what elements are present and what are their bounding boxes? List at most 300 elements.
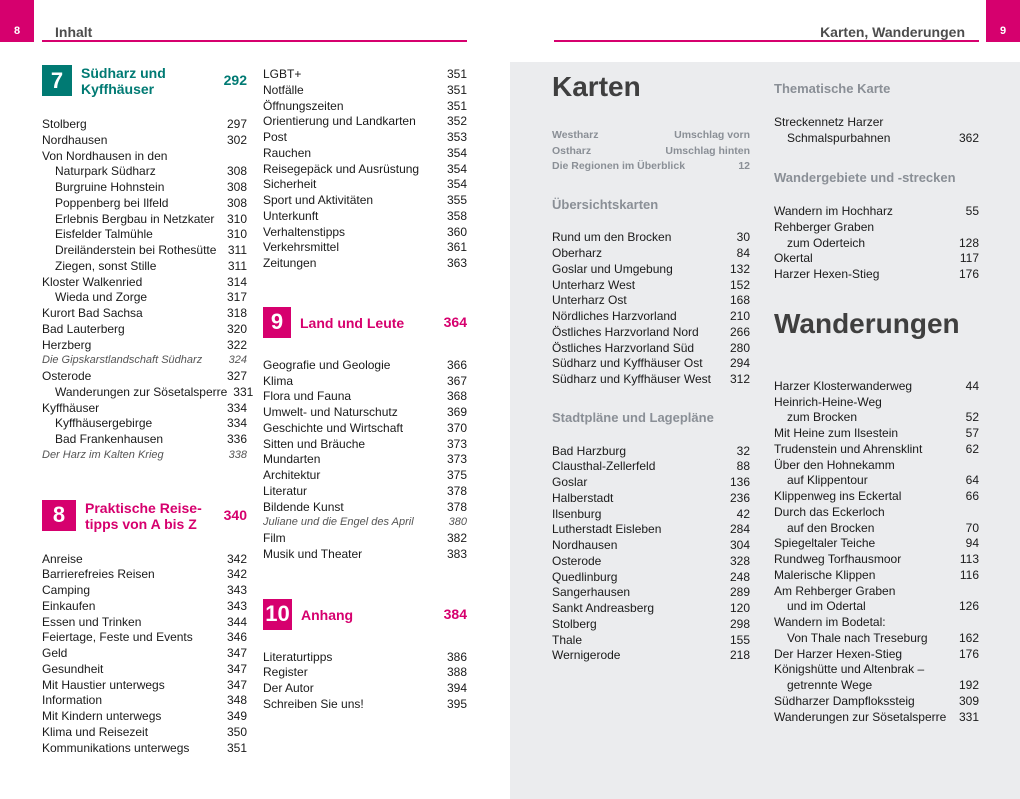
toc-entry[interactable] — [552, 507, 750, 523]
toc-entry[interactable] — [263, 177, 467, 193]
toc-entry-page: 347 — [226, 677, 247, 692]
toc-entry[interactable] — [42, 615, 247, 631]
toc-entry-page: 66 — [965, 489, 979, 503]
toc-entry[interactable] — [263, 500, 467, 516]
toc-entry-title: Mit Haustier unterwegs — [42, 677, 165, 692]
toc-entry-title: Literatur — [263, 483, 308, 498]
toc-entry[interactable] — [774, 458, 979, 474]
toc-entry-page: 336 — [226, 432, 247, 446]
toc-entry-page: 309 — [958, 693, 979, 708]
toc-entry[interactable] — [774, 442, 979, 458]
toc-entry-page: 248 — [729, 569, 750, 584]
toc-column-1 — [42, 65, 254, 756]
toc-entry-title: Eisfelder Talmühle — [55, 227, 153, 242]
toc-entry[interactable] — [774, 584, 979, 600]
header-rule-right — [554, 40, 979, 42]
toc-entry[interactable] — [263, 162, 467, 178]
toc-entry[interactable] — [42, 322, 247, 338]
toc-entry[interactable] — [263, 256, 467, 272]
chapter-9-list — [263, 358, 467, 563]
toc-entry-page: 373 — [446, 436, 467, 451]
toc-entry-title: Über den Hohnekamm — [774, 457, 895, 472]
toc-entry-title: getrennte Wege — [787, 678, 873, 692]
toc-entry[interactable] — [774, 236, 979, 252]
toc-entry-title: Ostharz — [552, 144, 592, 157]
wanderungen-list — [774, 379, 979, 726]
toc-entry-page: 297 — [226, 117, 247, 131]
toc-entry-page: 55 — [965, 204, 979, 218]
toc-entry[interactable] — [42, 259, 247, 275]
toc-entry[interactable] — [42, 646, 247, 662]
toc-entry-page: 331 — [233, 384, 254, 399]
toc-entry[interactable] — [774, 678, 979, 694]
toc-entry-page: Umschlag vorn — [674, 129, 750, 141]
toc-entry[interactable] — [263, 114, 467, 130]
toc-entry[interactable] — [42, 567, 247, 583]
toc-entry-page: 116 — [959, 567, 979, 582]
toc-entry-page: 314 — [226, 274, 247, 289]
toc-entry-page: 155 — [729, 632, 750, 647]
toc-entry[interactable] — [552, 633, 750, 649]
toc-entry[interactable] — [263, 452, 467, 468]
toc-entry-page: 334 — [226, 400, 247, 415]
toc-entry-title: Kyffhäusergebirge — [55, 416, 153, 431]
toc-entry[interactable] — [42, 227, 247, 243]
toc-entry[interactable] — [42, 725, 247, 741]
toc-entry-page: 70 — [965, 520, 979, 535]
toc-entry-title: Klima und Reisezeit — [42, 724, 149, 739]
toc-entry-title: Kurort Bad Sachsa — [42, 306, 143, 320]
toc-entry[interactable] — [774, 505, 979, 521]
toc-entry-page: 378 — [446, 483, 467, 498]
toc-entry[interactable] — [552, 262, 750, 278]
toc-entry-title: Sangerhausen — [552, 585, 631, 600]
toc-entry[interactable] — [263, 209, 467, 225]
toc-entry[interactable] — [263, 650, 467, 666]
toc-entry-page: 344 — [226, 614, 247, 629]
toc-entry-page: 347 — [226, 661, 247, 676]
toc-entry-page: 284 — [729, 522, 750, 537]
toc-entry-title: Nordhausen — [42, 132, 108, 147]
toc-entry-page: 12 — [738, 160, 750, 172]
toc-entry[interactable] — [42, 164, 247, 180]
toc-entry-title: zum Oderteich — [787, 235, 866, 250]
toc-entry-page — [953, 395, 979, 411]
toc-entry[interactable] — [42, 741, 247, 757]
toc-entry[interactable] — [42, 552, 247, 568]
toc-entry[interactable] — [552, 309, 750, 325]
chapter-10-list — [263, 650, 467, 713]
header-rule-left — [42, 40, 467, 42]
toc-entry-title: Quedlinburg — [552, 569, 618, 584]
toc-entry-page: 350 — [226, 724, 247, 739]
toc-entry-title: Von Nordhausen in den — [42, 148, 168, 163]
toc-entry[interactable] — [552, 128, 750, 144]
toc-entry[interactable] — [552, 585, 750, 601]
toc-entry-page: Umschlag hinten — [665, 144, 750, 157]
toc-entry-page: 302 — [226, 132, 247, 147]
toc-entry-page: 354 — [446, 161, 467, 176]
chapter-7-title[interactable]: Südharz und Kyffhäuser — [81, 65, 166, 97]
toc-entry-title: Geld — [42, 646, 68, 660]
toc-entry-title: Der Autor — [263, 681, 314, 695]
uebersicht-title: Übersichtskarten — [552, 196, 659, 212]
toc-entry[interactable] — [42, 583, 247, 599]
toc-entry-page: 324 — [228, 354, 247, 367]
toc-entry-page: 328 — [729, 553, 750, 568]
toc-entry[interactable] — [42, 599, 247, 615]
toc-entry[interactable] — [42, 180, 247, 196]
toc-entry-title: Rund um den Brocken — [552, 230, 672, 245]
toc-entry-page: 369 — [446, 405, 467, 419]
toc-entry[interactable] — [42, 243, 247, 259]
toc-entry[interactable] — [774, 599, 979, 615]
toc-entry[interactable] — [552, 159, 750, 175]
toc-entry-page: 312 — [729, 372, 750, 386]
chapter-9-number: 9 — [263, 307, 291, 338]
toc-entry[interactable] — [552, 444, 750, 460]
toc-entry[interactable] — [774, 267, 979, 283]
toc-entry-title: Harzer Hexen-Stieg — [774, 267, 880, 281]
chapter-8-heading — [42, 500, 247, 532]
toc-entry-title: Von Thale nach Treseburg — [787, 630, 928, 645]
toc-entry[interactable] — [263, 547, 467, 563]
toc-entry[interactable] — [552, 230, 750, 246]
toc-entry[interactable] — [263, 67, 467, 83]
toc-entry-page: 126 — [958, 599, 979, 614]
toc-entry-title: Clausthal-Zellerfeld — [552, 459, 656, 474]
toc-entry[interactable] — [263, 697, 467, 713]
toc-entry-title: Der Harz im Kalten Krieg — [42, 448, 164, 461]
toc-entry-page: 64 — [965, 473, 979, 488]
toc-entry-title: Am Rehberger Graben — [774, 583, 896, 598]
toc-entry-title: Umwelt- und Naturschutz — [263, 405, 398, 419]
toc-entry-page: 386 — [446, 649, 467, 664]
toc-entry-page: 289 — [729, 585, 750, 600]
toc-entry[interactable] — [552, 617, 750, 633]
toc-entry-page: 136 — [729, 475, 750, 489]
right-page — [510, 0, 1020, 799]
toc-entry-page: 57 — [965, 426, 979, 440]
toc-entry-title: Sicherheit — [263, 177, 317, 192]
toc-entry[interactable] — [774, 489, 979, 505]
toc-entry[interactable] — [263, 130, 467, 146]
toc-column-4 — [774, 81, 979, 725]
toc-entry[interactable] — [774, 521, 979, 537]
running-header-left: Inhalt — [55, 24, 93, 40]
toc-column-2 — [263, 67, 467, 713]
toc-entry[interactable] — [42, 401, 247, 417]
toc-entry-title: Naturpark Südharz — [55, 164, 156, 179]
toc-entry-title: Post — [263, 130, 288, 144]
toc-entry[interactable] — [42, 149, 247, 165]
stadtplaene-title: Stadtpläne und Lagepläne — [552, 409, 714, 425]
toc-entry-page: 311 — [227, 243, 247, 257]
toc-entry-title: LGBT+ — [263, 67, 302, 81]
toc-entry[interactable] — [774, 379, 979, 395]
toc-entry[interactable] — [263, 515, 467, 531]
toc-entry[interactable] — [42, 630, 247, 646]
toc-entry-title: Spiegeltaler Teiche — [774, 536, 876, 551]
toc-entry-page: 32 — [736, 443, 750, 458]
chapter-8-title[interactable]: Praktische Reise- tipps von A bis Z — [85, 499, 202, 532]
toc-entry[interactable] — [774, 694, 979, 710]
toc-entry[interactable] — [552, 246, 750, 262]
toc-entry-page: 342 — [226, 551, 247, 566]
toc-entry-title: Geschichte und Wirtschaft — [263, 420, 404, 435]
toc-entry-page: 358 — [446, 208, 467, 223]
toc-entry[interactable] — [552, 538, 750, 554]
chapter-10-title[interactable]: Anhang — [301, 606, 354, 623]
toc-entry-page: 318 — [226, 306, 247, 320]
toc-entry-page: 351 — [446, 82, 467, 97]
toc-entry-title: Malerische Klippen — [774, 567, 876, 582]
toc-entry[interactable] — [42, 290, 247, 306]
toc-entry-page: 331 — [958, 709, 979, 724]
toc-entry-page: 308 — [226, 164, 247, 179]
toc-entry[interactable] — [552, 522, 750, 538]
toc-entry-title: Poppenberg bei Ilfeld — [55, 195, 169, 210]
toc-entry-page: 354 — [446, 177, 467, 192]
thematisch-list — [774, 115, 979, 147]
toc-entry-title: Königshütte und Altenbrak – — [774, 662, 925, 677]
toc-entry-page: 176 — [958, 646, 979, 661]
toc-entry[interactable] — [42, 117, 247, 133]
toc-entry-page: 162 — [958, 630, 979, 645]
toc-entry-page: 342 — [226, 567, 247, 582]
toc-entry-title: Lutherstadt Eisleben — [552, 522, 662, 537]
toc-entry[interactable] — [42, 693, 247, 709]
toc-entry[interactable] — [42, 338, 247, 354]
toc-entry-title: Sankt Andreasberg — [552, 601, 655, 615]
chapter-7-list — [42, 117, 254, 464]
toc-entry-page: 266 — [729, 324, 750, 339]
toc-entry[interactable] — [42, 369, 247, 385]
toc-entry[interactable] — [774, 204, 979, 220]
toc-entry[interactable] — [552, 648, 750, 664]
toc-entry-title: Stolberg — [42, 117, 87, 131]
wandergebiete-list — [774, 204, 979, 283]
toc-entry-title: Wieda und Zorge — [55, 290, 148, 305]
toc-entry[interactable] — [552, 372, 750, 388]
toc-entry-page: 382 — [446, 531, 467, 545]
toc-entry-title: Mit Kindern unterwegs — [42, 709, 162, 723]
toc-entry[interactable] — [263, 83, 467, 99]
toc-entry[interactable] — [552, 144, 750, 160]
toc-entry[interactable] — [552, 475, 750, 491]
toc-entry-title: Bad Frankenhausen — [55, 432, 164, 446]
toc-entry[interactable] — [263, 437, 467, 453]
toc-entry[interactable] — [774, 568, 979, 584]
toc-entry-page — [953, 615, 979, 631]
toc-entry[interactable] — [263, 240, 467, 256]
toc-entry-title: Der Harzer Hexen-Stieg — [774, 646, 903, 661]
toc-entry[interactable] — [774, 131, 979, 147]
toc-entry-page: 366 — [446, 357, 467, 372]
toc-entry[interactable] — [263, 484, 467, 500]
toc-entry[interactable] — [42, 196, 247, 212]
page-number-tab-left — [0, 0, 34, 42]
toc-entry-title: Juliane und die Engel des April — [263, 516, 414, 529]
toc-entry[interactable] — [774, 220, 979, 236]
toc-entry-title: Verkehrsmittel — [263, 240, 340, 255]
toc-entry[interactable] — [263, 405, 467, 421]
toc-entry-page: 304 — [729, 538, 750, 552]
toc-entry-title: Bad Harzburg — [552, 443, 627, 458]
thematisch-title: Thematische Karte — [774, 81, 891, 96]
toc-entry-title: Sitten und Bräuche — [263, 436, 366, 451]
toc-entry-page: 388 — [446, 665, 467, 680]
toc-entry-title: Nordhausen — [552, 538, 618, 552]
toc-entry[interactable] — [552, 459, 750, 475]
toc-entry[interactable] — [42, 306, 247, 322]
toc-entry[interactable] — [263, 389, 467, 405]
toc-entry-title: Wernigerode — [552, 648, 621, 663]
toc-entry-page: 375 — [446, 468, 467, 482]
toc-entry-title: Unterharz West — [552, 277, 636, 292]
toc-entry-page: 363 — [446, 256, 467, 270]
chapter-8-list — [42, 552, 247, 757]
toc-entry-page: 367 — [446, 373, 467, 388]
toc-entry-title: Thale — [552, 632, 583, 647]
toc-entry[interactable] — [774, 473, 979, 489]
toc-entry-title: Essen und Trinken — [42, 614, 142, 629]
toc-entry[interactable] — [552, 554, 750, 570]
toc-entry[interactable] — [263, 193, 467, 209]
toc-entry[interactable] — [263, 374, 467, 390]
toc-entry-page: 360 — [446, 224, 467, 239]
toc-entry-title: Information — [42, 693, 103, 708]
toc-entry[interactable] — [774, 662, 979, 678]
toc-entry-title: Zeitungen — [263, 256, 317, 270]
toc-entry[interactable] — [552, 278, 750, 294]
toc-entry-page: 346 — [226, 630, 247, 645]
toc-entry-title: Klippenweg ins Eckertal — [774, 489, 902, 503]
toc-entry-page: 210 — [729, 309, 750, 323]
toc-entry[interactable] — [774, 410, 979, 426]
toc-entry-page — [221, 149, 247, 165]
toc-entry[interactable] — [552, 325, 750, 341]
toc-entry-title: Westharz — [552, 129, 599, 141]
toc-entry[interactable] — [42, 353, 247, 369]
toc-entry-page: 117 — [959, 251, 979, 266]
toc-entry[interactable] — [42, 384, 254, 401]
chapter-9-title[interactable]: Land und Leute — [300, 314, 405, 331]
toc-entry-page: 370 — [446, 420, 467, 435]
toc-entry-title: Unterkunft — [263, 208, 319, 223]
toc-entry[interactable] — [552, 341, 750, 357]
toc-entry[interactable] — [552, 570, 750, 586]
toc-entry-title: Film — [263, 531, 286, 545]
toc-entry-title: Östliches Harzvorland Süd — [552, 340, 695, 355]
toc-entry[interactable] — [263, 99, 467, 115]
toc-entry[interactable] — [774, 115, 979, 131]
toc-entry[interactable] — [263, 421, 467, 437]
toc-entry-title: Streckennetz Harzer — [774, 114, 884, 129]
toc-entry-page — [953, 220, 979, 236]
toc-entry[interactable] — [263, 358, 467, 374]
toc-entry-title: Geografie und Geologie — [263, 357, 391, 372]
toc-entry-title: Erlebnis Bergbau in Netzkater — [55, 211, 215, 226]
toc-entry-page: 294 — [729, 356, 750, 371]
toc-entry-page: 368 — [446, 389, 467, 404]
toc-entry[interactable] — [552, 356, 750, 372]
toc-entry-title: Flora und Fauna — [263, 389, 352, 404]
toc-entry-page: 176 — [958, 267, 979, 281]
toc-entry-page: 351 — [446, 98, 467, 113]
toc-entry-title: Kommunikations unterwegs — [42, 740, 190, 755]
toc-entry-title: Architektur — [263, 468, 321, 482]
toc-entry[interactable] — [42, 416, 247, 432]
toc-entry-title: Mit Heine zum Ilsestein — [774, 426, 899, 440]
toc-entry-title: Heinrich-Heine-Weg — [774, 394, 882, 409]
toc-entry-title: Osterode — [42, 369, 92, 383]
toc-entry-page: 351 — [226, 740, 247, 755]
toc-entry-title: Rauchen — [263, 145, 312, 160]
toc-entry[interactable] — [774, 647, 979, 663]
toc-entry-page: 348 — [226, 693, 247, 708]
toc-entry-title: Sport und Aktivitäten — [263, 193, 374, 207]
page-number-tab-right — [986, 0, 1020, 42]
toc-entry-page: 62 — [965, 441, 979, 456]
toc-entry-page: 168 — [729, 293, 750, 308]
toc-entry-title: Okertal — [774, 251, 813, 266]
toc-entry[interactable] — [552, 293, 750, 309]
toc-entry[interactable] — [552, 491, 750, 507]
toc-entry-page: 192 — [958, 678, 979, 692]
toc-entry-title: Bad Lauterberg — [42, 321, 125, 336]
toc-entry[interactable] — [42, 662, 247, 678]
toc-entry[interactable] — [774, 615, 979, 631]
toc-entry[interactable] — [263, 468, 467, 484]
chapter-9-page: 364 — [443, 313, 467, 330]
toc-entry[interactable] — [42, 133, 247, 149]
toc-entry[interactable] — [774, 395, 979, 411]
chapter-10-heading — [263, 599, 467, 630]
toc-entry[interactable] — [42, 212, 247, 228]
toc-entry-title: Goslar und Umgebung — [552, 261, 673, 276]
toc-entry[interactable] — [263, 531, 467, 547]
toc-entry[interactable] — [774, 631, 979, 647]
toc-entry-page: 347 — [226, 646, 247, 660]
toc-entry-title: Barrierefreies Reisen — [42, 567, 155, 582]
toc-entry[interactable] — [42, 275, 247, 291]
toc-entry[interactable] — [552, 601, 750, 617]
toc-entry[interactable] — [263, 665, 467, 681]
toc-entry-page: 128 — [958, 235, 979, 250]
toc-entry[interactable] — [263, 146, 467, 162]
toc-entry[interactable] — [774, 710, 979, 726]
toc-entry[interactable] — [263, 225, 467, 241]
toc-entry-title: Feiertage, Feste und Events — [42, 630, 193, 645]
toc-entry-page: 310 — [226, 227, 247, 242]
toc-entry[interactable] — [42, 709, 247, 725]
toc-column-3 — [552, 72, 750, 664]
toc-entry-page: 94 — [965, 536, 979, 551]
toc-entry[interactable] — [774, 426, 979, 442]
chapter-7-number: 7 — [42, 65, 72, 96]
toc-entry[interactable] — [42, 432, 247, 448]
toc-entry-title: Verhaltenstipps — [263, 224, 346, 239]
chapter-10-page: 384 — [443, 605, 467, 622]
toc-entry[interactable] — [42, 678, 247, 694]
toc-entry[interactable] — [774, 251, 979, 267]
toc-entry[interactable] — [263, 681, 467, 697]
toc-entry[interactable] — [774, 536, 979, 552]
toc-entry-title: Östliches Harzvorland Nord — [552, 324, 699, 339]
toc-entry[interactable] — [42, 448, 247, 464]
toc-entry[interactable] — [774, 552, 979, 568]
